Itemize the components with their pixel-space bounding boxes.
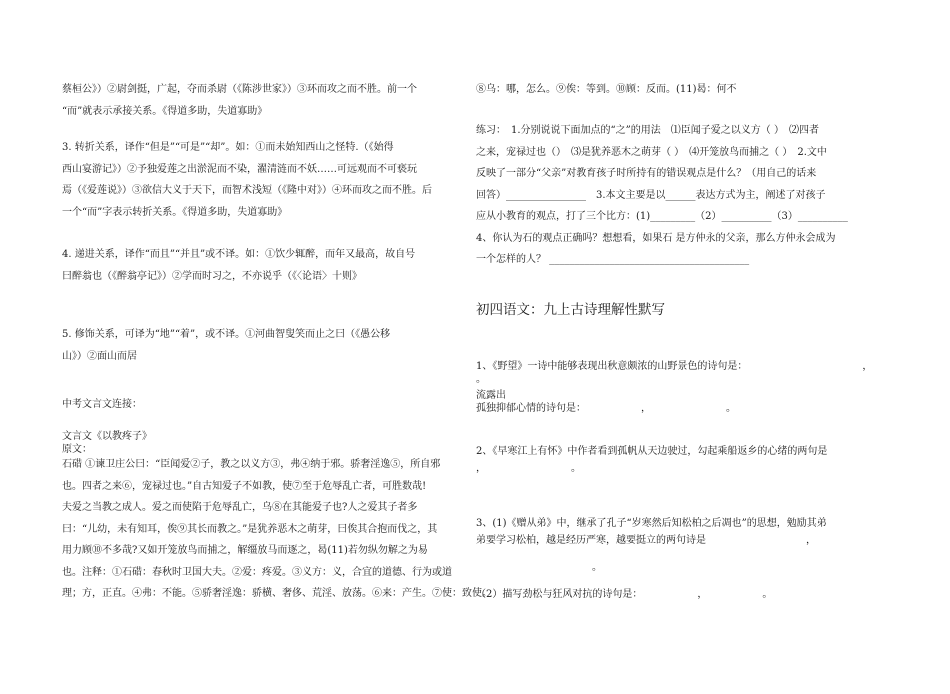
question-3: 3、(1)《赠从弟》中，继承了孔子“岁寒然后知松柏之后凋也”的思想，勉励其弟 弟要学习松柏，越是经历严寒，越要挺立的两句诗是 ， — [476, 518, 827, 546]
exercise-block: 练习： 1.分别说说下面加点的“之”的用法 ⑴臣闻子爱之以义方（ ） ⑵四者 之来，宠禄过也（） ⑶是犹养恶木之萌芽（ ） ⑷开笼放鸟而捕之（ ） 2.文中 反映了一部分“父亲”对教育孩子时所持有的错误观点是什么？（用自己的话来 回答）________________ 3.本文主要是以______表达方式为主，阐述了对孩子 应从小教育的观点，打了三个比方：(1)_________（2）__________（3）__________ 4、你认为石的观点正确吗？想想看，如果石 是方仲永的父亲，那么方仲永会成为 一个怎样的人？ ________________________________________ — [476, 125, 848, 265]
question-3-end: 。 — [592, 562, 602, 573]
question-1: 1、《野望》一诗中能够表现出秋意颇浓的山野景色的诗句是： ， 。 — [476, 361, 873, 385]
section-heading: 初四语文：九上古诗理解性默写 — [476, 302, 665, 318]
passage-title: 文言文《以教疼子》 原文： — [62, 431, 152, 455]
question-2: 2、《早寒江上有怀》中作者看到孤帆从天边驶过，勾起乘船返乡的心绪的两句是 ， 。 — [476, 446, 828, 474]
question-4: （2）描写劲松与狂风对抗的诗句是： ， 。 — [476, 589, 773, 600]
notes-continued: ⑧乌：哪，怎么。⑨俟：等到。⑩顾：反而。(11)曷：何不 — [476, 84, 737, 95]
paragraph-di-jin: 4. 递进关系，译作“而且”“并且”或不译。如：①饮少辄醉，而年又最高，故自号 曰醉翁也（《醉翁亭记》）②学而时习之，不亦说乎（《〈论语〉十则》 — [62, 249, 416, 282]
paragraph-xiu-shi: 5. 修饰关系，可译为“地”“着”，或不译。①河曲智叟笑而止之曰（《愚公移 山》）②面山而居 — [62, 329, 391, 362]
paragraph-cheng-jie: 蔡桓公》）②尉剑挺，广起，夺而杀尉（《陈涉世家》）③环而攻之而不胜。前一个 “而”就表示承接关系。《得道多助，失道寡助》 — [62, 84, 417, 117]
passage-text: 石碏 ①谏卫庄公曰：“臣闻爱②子，教之以义方③，弗④纳于邪。骄奢淫逸⑤，所自邪 也。四者之来⑥，宠禄过也。”自古知爱子不如教，使⑦至于危辱乱亡者，可胜数哉! 夫爱之当教之成人。爱之而使陷于危辱乱亡，乌⑧在其能爱子也?人之爱其子者多 曰：“儿幼，未有知耳，俟⑨其长而教之。”是犹养恶木之萌芽，曰俟其合抱而伐之，其 用力顾⑩不多哉?又如开笼放鸟而捕之，解缰放马而逐之，曷(11)若勿纵勿解之为易 也。注释：①石碏：春秋时卫国大夫。②爱：疼爱。③义方：义，合宜的道德、行为或道 理；方，正直。④弗：不能。⑤骄奢淫逸：骄横、奢侈、荒淫、放荡。⑥来：产生。⑦使：致使。 — [62, 459, 492, 599]
section-label: 中考文言文连接： — [62, 399, 142, 410]
question-1-part-b: 流露出 孤独抑郁心情的诗句是： ， 。 — [476, 390, 736, 414]
paragraph-zhuan-zhe: 3. 转折关系，译作“但是”“可是”“却”。如：①而未始知西山之怪特.（《始得 西山宴游记》）②予独爱莲之出淤泥而不染，濯清涟而不妖……可远观而不可亵玩 焉（《爱莲说》）③欲信大义于天下，而智术浅短（《隆中对》）④环而攻之而不胜。后 一个“而”字表示转折关系。《得道多助，失道寡助》 — [62, 142, 432, 218]
